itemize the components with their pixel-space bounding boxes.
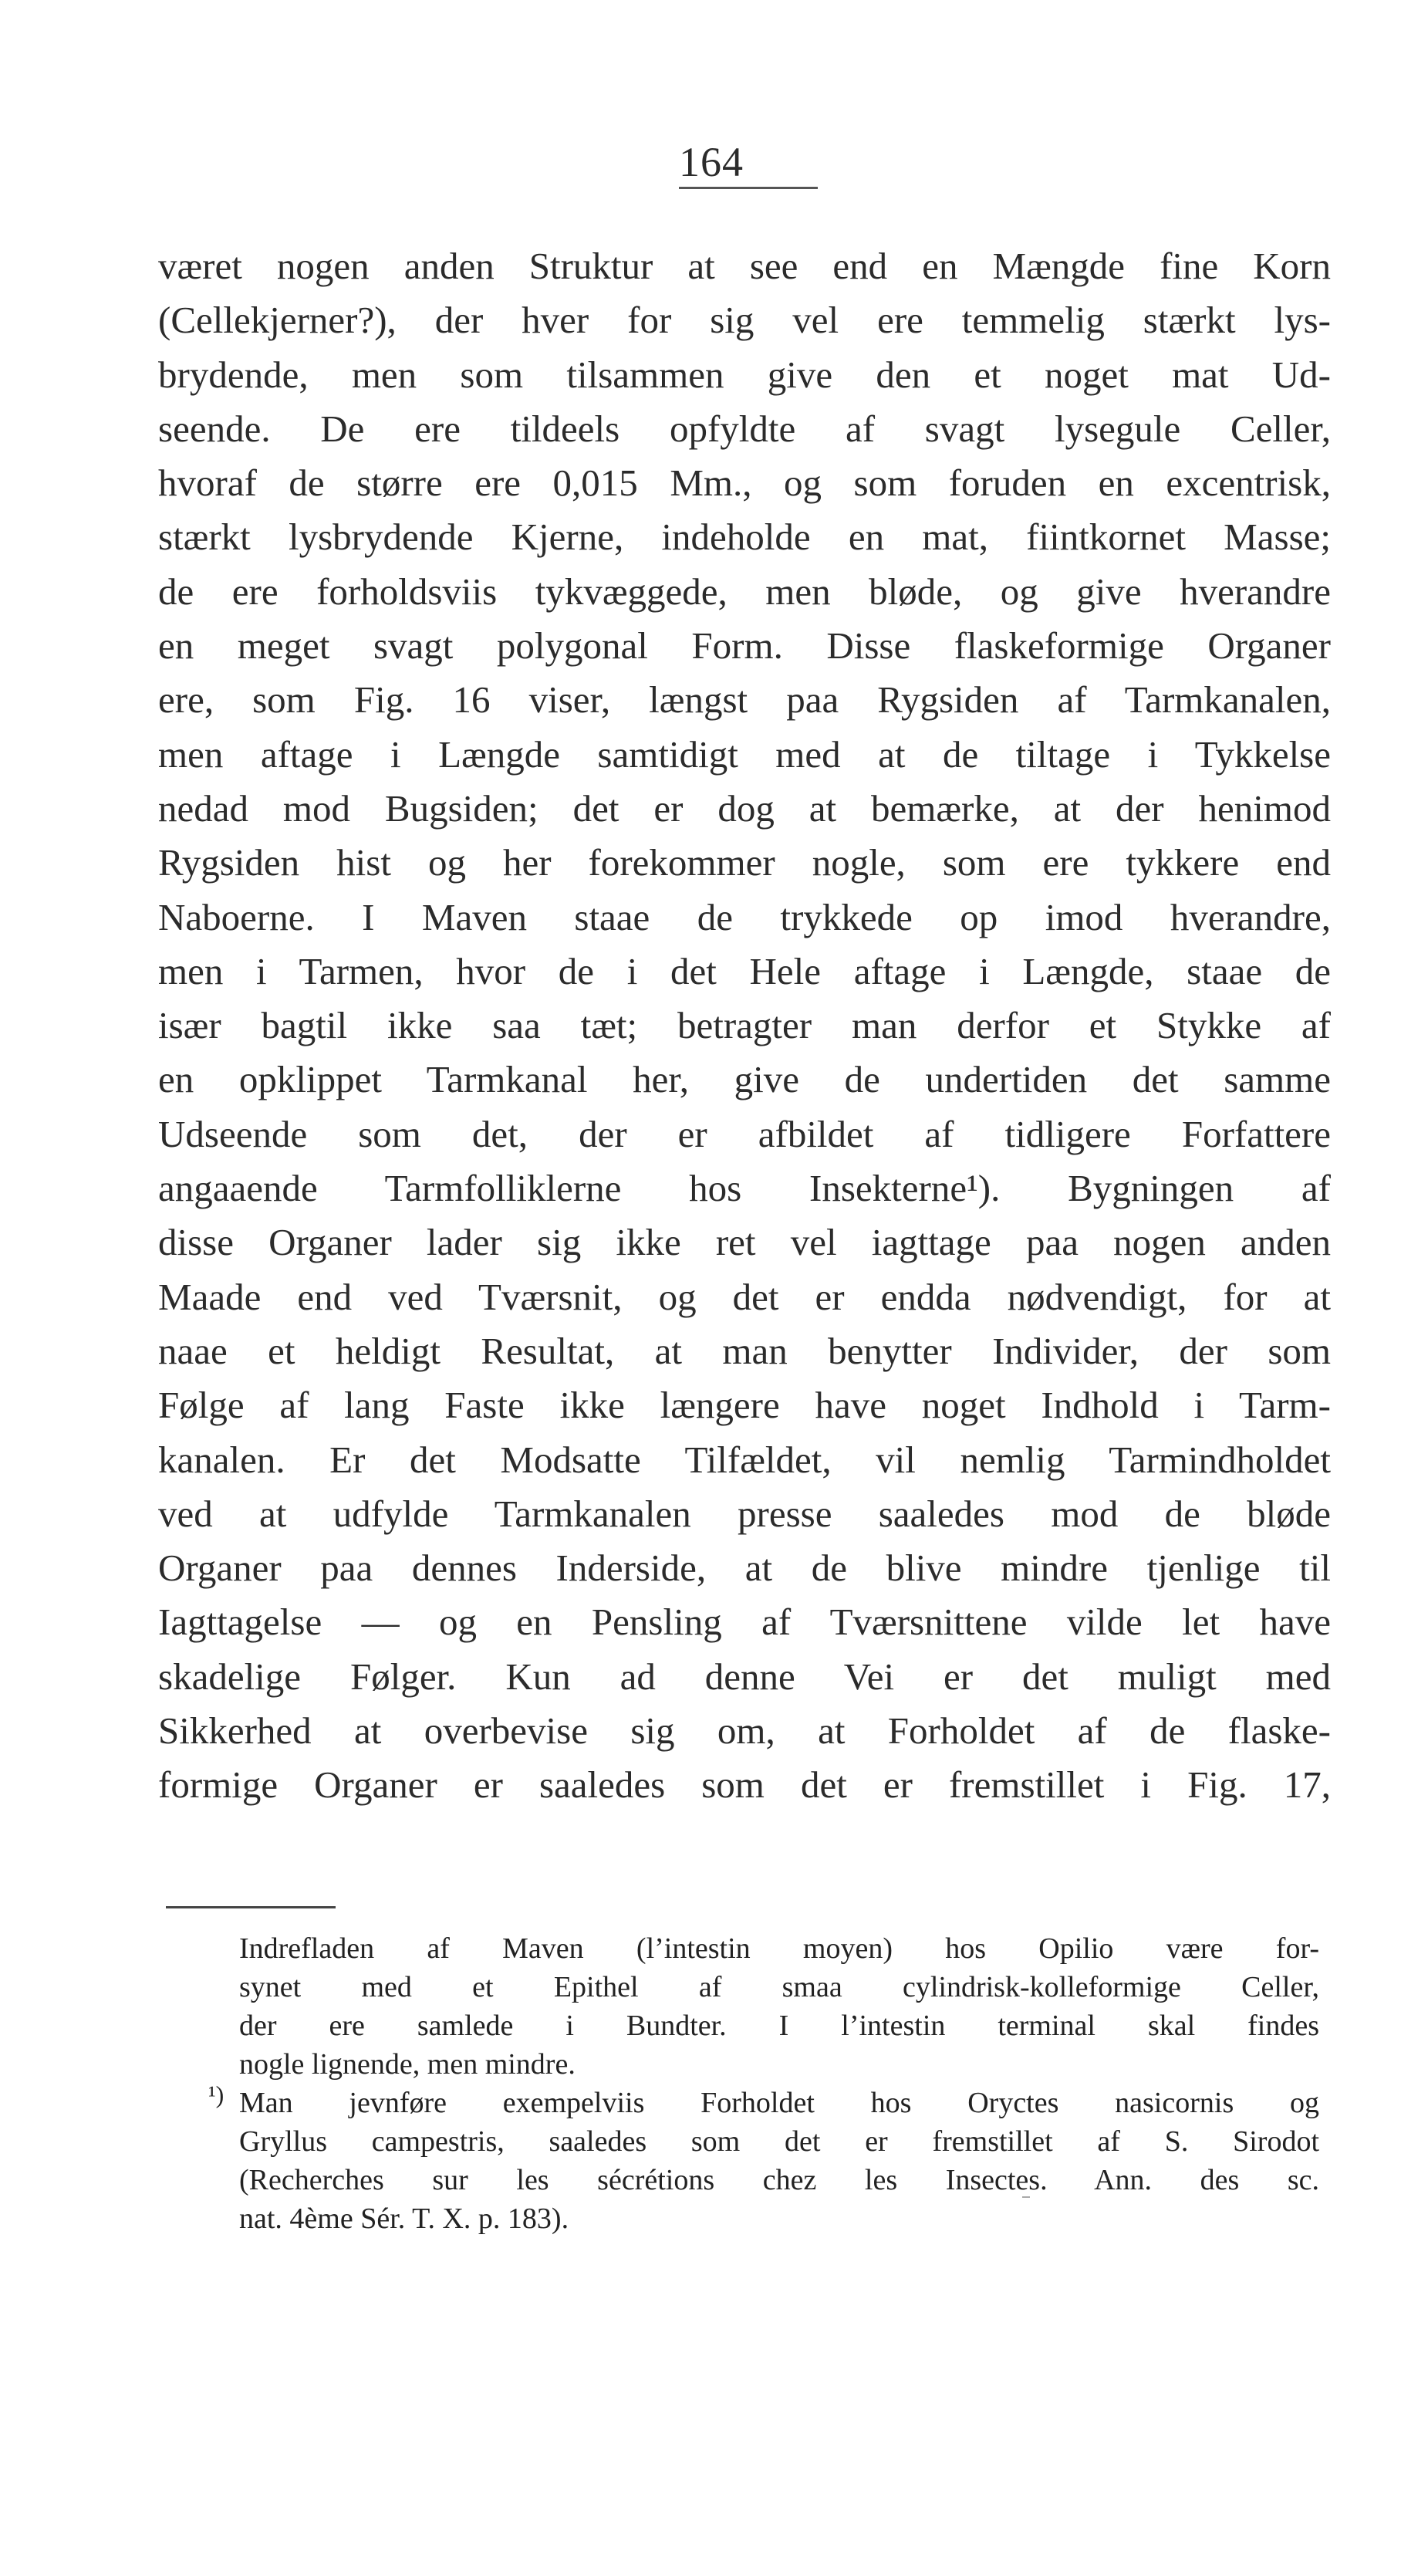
text-line: seende. De ere tildeels opfyldte af svagt lysegule Celler, (158, 407, 1331, 450)
text-line: især bagtil ikke saa tæt; betragter man derfor et Stykke af (158, 1004, 1331, 1047)
footnote-marker: ¹) (208, 2081, 224, 2108)
text-line: nedad mod Bugsiden; det er dog at bemærke, at der henimod (158, 786, 1331, 830)
footnote-continuation-line: der ere samlede i Bundter. I l’intestin terminal skal findes (239, 2010, 1319, 2042)
text-line: Iagttagelse — og en Pensling af Tværsnittene vilde let have (158, 1601, 1331, 1644)
footnote-1-line: Gryllus campestris, saaledes som det er fremstillet af S. Sirodot (239, 2125, 1319, 2158)
text-line: (Cellekjerner?), der hver for sig vel ere temmelig stærkt lys- (158, 299, 1331, 342)
body-text (158, 239, 1331, 1813)
footnote-continuation-line: synet med et Epithel af smaa cylindrisk-kolleformige Celler, (239, 1971, 1319, 2003)
text-line: men aftage i Længde samtidigt med at de tiltage i Tykkelse (158, 732, 1331, 776)
text-line: naae et heldigt Resultat, at man benytter Individer, der som (158, 1329, 1331, 1372)
text-line: Rygsiden hist og her forekommer nogle, som ere tykkere end (158, 841, 1331, 884)
footnote-1-line: nat. 4ème Sér. T. X. p. 183). (239, 2202, 569, 2235)
text-line: angaaende Tarmfolliklerne hos Insekterne¹). Bygningen af (158, 1167, 1331, 1210)
text-line: Naboerne. I Maven staae de trykkede op imod hverandre, (158, 895, 1331, 938)
footnotes (208, 1929, 1319, 2238)
text-line: en opklippet Tarmkanal her, give de undertiden det samme (158, 1058, 1331, 1101)
text-line: hvoraf de større ere 0,015 Mm., og som foruden en excentrisk, (158, 461, 1331, 505)
stray-mark (1022, 2196, 1030, 2198)
footnote-separator (166, 1906, 336, 1908)
text-line: en meget svagt polygonal Form. Disse flaskeformige Organer (158, 624, 1331, 668)
text-line: Følge af lang Faste ikke længere have noget Indhold i Tarm- (158, 1384, 1331, 1427)
text-line: Organer paa dennes Inderside, at de blive mindre tjenlige til (158, 1547, 1331, 1590)
text-line: ere, som Fig. 16 viser, længst paa Rygsiden af Tarmkanalen, (158, 678, 1331, 722)
text-line: Udseende som det, der er afbildet af tidligere Forfattere (158, 1112, 1331, 1155)
text-line: disse Organer lader sig ikke ret vel iagttage paa nogen anden (158, 1221, 1331, 1264)
footnote-continuation-line: nogle lignende, men mindre. (239, 2048, 576, 2081)
text-line: ved at udfylde Tarmkanalen presse saaledes mod de bløde (158, 1492, 1331, 1535)
page-number: 164 (679, 139, 818, 189)
footnote-continuation-line: Indrefladen af Maven (l’intestin moyen) hos Opilio være for- (239, 1932, 1319, 1965)
text-line: været nogen anden Struktur at see end en Mængde fine Korn (158, 245, 1331, 287)
footnote-1-line (208, 2081, 1319, 2122)
footnote-1-text: Man jevnføre exempelviis Forholdet hos Oryctes nasicornis og (239, 2087, 1319, 2119)
footnote-1-line: (Recherches sur les sécrétions chez les Insectes. Ann. des sc. (239, 2164, 1319, 2196)
text-line: brydende, men som tilsammen give den et noget mat Ud- (158, 353, 1331, 396)
text-line: kanalen. Er det Modsatte Tilfældet, vil nemlig Tarmindholdet (158, 1438, 1331, 1481)
text-line: stærkt lysbrydende Kjerne, indeholde en mat, fiintkornet Masse; (158, 516, 1331, 559)
text-line: skadelige Følger. Kun ad denne Vei er det muligt med (158, 1655, 1331, 1698)
text-line: men i Tarmen, hvor de i det Hele aftage i Længde, staae de (158, 949, 1331, 992)
text-line: Sikkerhed at overbevise sig om, at Forholdet af de flaske- (158, 1709, 1331, 1753)
text-line: Maade end ved Tværsnit, og det er endda nødvendigt, for at (158, 1275, 1331, 1318)
text-line: formige Organer er saaledes som det er fremstillet i Fig. 17, (158, 1763, 1331, 1807)
text-line: de ere forholdsviis tykvæggede, men bløde, og give hverandre (158, 570, 1331, 613)
